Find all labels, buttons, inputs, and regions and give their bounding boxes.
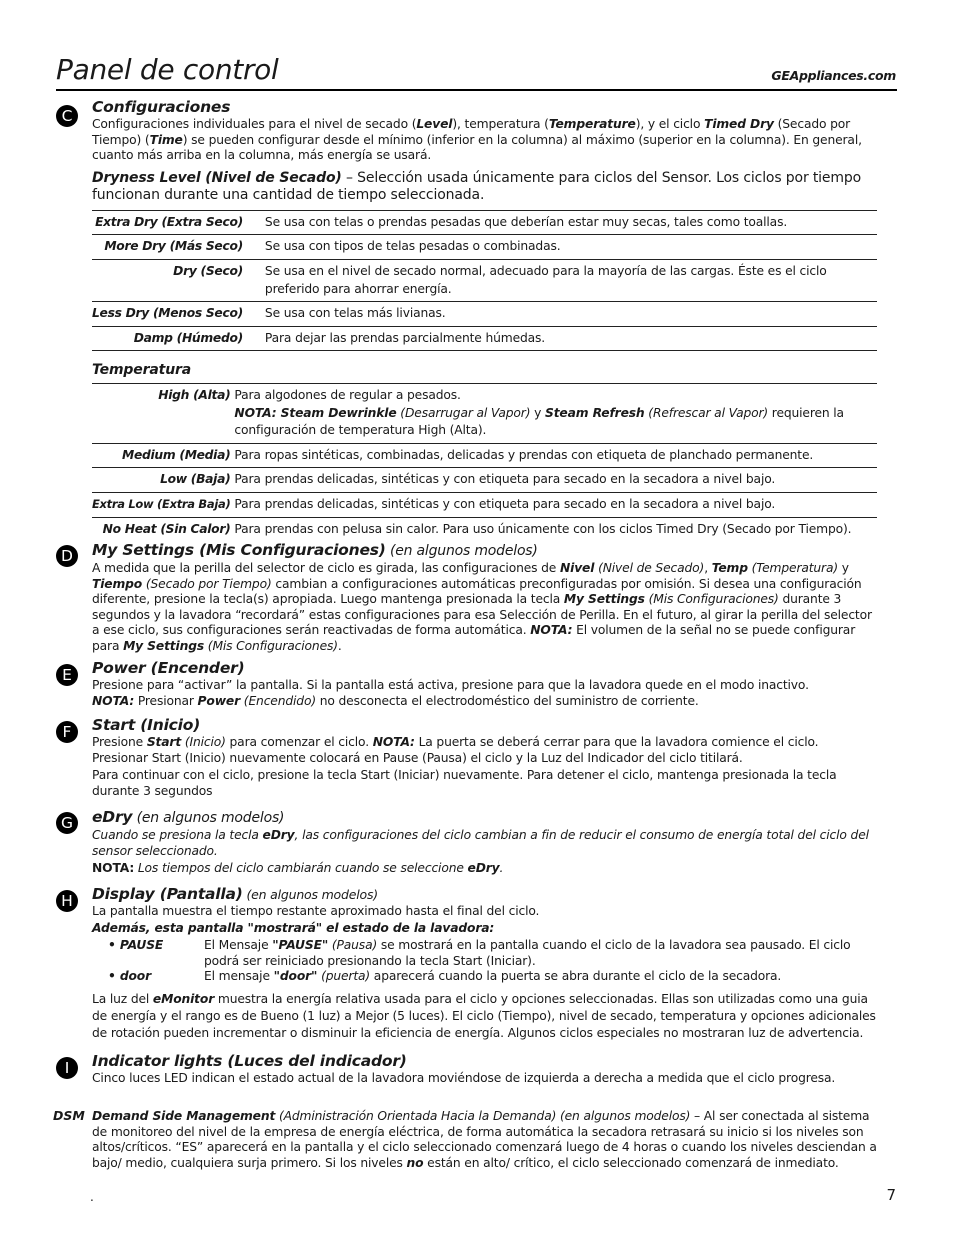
display-text: La pantalla muestra el tiempo restante aproximado hasta el final del ciclo.	[92, 904, 540, 918]
emonitor-text: La luz del eMonitor muestra la energía relativa usada para el ciclo y opciones seleccionadas. Ellas son utilizadas como una guia de energía y el rango es de Bueno (1 luz) a Mejor (5 luces). El ciclo (Tiempo), nivel de secado, temperatura y opciones adicionales de rotación pueden incrementar o disminuir la eficiencia de energía. Algunos ciclos especiales no mostraran luz de advertencia.	[92, 991, 876, 1040]
table-row: No Heat (Sin Calor) Para prendas con pelusa sin calor. Para uso únicamente con los ciclos Timed Dry (Secado por Tiempo).	[92, 517, 877, 541]
table-row: Extra Dry (Extra Seco) Se usa con telas o prendas pesadas que deberían estar muy secas, tales como toallas.	[92, 210, 877, 235]
section-title: Configuraciones	[92, 98, 231, 116]
table-row: Extra Low (Extra Baja) Para prendas delicadas, sintéticas y con etiqueta para secado en la secadora a nivel bajo.	[92, 492, 877, 517]
section-power	[92, 659, 877, 709]
edry-text: Cuando se presiona la tecla eDry, las configuraciones del ciclo cambian a fin de reducir el consumo de energía total del ciclo del sensor seleccionado.	[92, 828, 869, 858]
section-title: Display (Pantalla) (en algunos modelos)	[92, 885, 378, 903]
badge-f: F	[56, 721, 78, 743]
badge-e: E	[56, 664, 78, 686]
display-status-heading: Además, esta pantalla "mostrará" el estado de la lavadora:	[92, 920, 495, 935]
list-item: • PAUSE El Mensaje "PAUSE" (Pausa) se mostrará en la pantalla cuando el ciclo de la lavadora sea pausado. El ciclo podrá ser reiniciado presionando la tecla Start (Iniciar).	[108, 938, 851, 968]
section-title: Indicator lights (Luces del indicador)	[92, 1052, 407, 1070]
footer-dot: .	[90, 1190, 94, 1204]
table-row: Dry (Seco) Se usa en el nivel de secado normal, adecuado para la mayoría de las cargas. Éste es el ciclo preferido para ahorrar energía.	[92, 259, 877, 301]
temperature-table	[92, 383, 877, 541]
site-url: GEAppliances.com	[771, 68, 896, 83]
section-display	[92, 885, 877, 1042]
temperature-heading: Temperatura	[92, 362, 192, 379]
start-text-2: Para continuar con el ciclo, presione la tecla Start (Iniciar) nuevamente. Para detener el ciclo, mantenga presionada la tecla durante 3 segundos	[92, 768, 837, 798]
badge-d: D	[56, 545, 78, 567]
section-title: My Settings (Mis Configuraciones) (en algunos modelos)	[92, 541, 538, 559]
section-dsm	[92, 1109, 877, 1171]
table-row: More Dry (Más Seco) Se usa con tipos de telas pesadas o combinadas.	[92, 235, 877, 260]
start-text: Presione Start (Inicio) para comenzar el ciclo. NOTA: La puerta se deberá cerrar para que la lavadora comience el ciclo. Presionar Start (Inicio) nuevamente colocará en Pause (Pausa) el ciclo y la Luz del Indicador del ciclo titilará.	[92, 735, 819, 765]
section-edry	[92, 808, 877, 877]
page-number: 7	[886, 1186, 896, 1204]
badge-i: I	[56, 1057, 78, 1079]
dryness-table	[92, 210, 877, 352]
section-configuraciones	[92, 98, 877, 541]
section-title: Power (Encender)	[92, 659, 245, 677]
power-text: Presione para “activar” la pantalla. Si la pantalla está activa, presione para que la lavadora quede en el modo inactivo. NOTA: Presionar Power (Encendido) no desconecta el electrodoméstico del suministro de corriente.	[92, 678, 809, 708]
section-title: Start (Inicio)	[92, 716, 201, 734]
table-row: Low (Baja) Para prendas delicadas, sintéticas y con etiqueta para secado en la secadora a nivel bajo.	[92, 468, 877, 493]
table-row: Medium (Media) Para ropas sintéticas, combinadas, delicadas y prendas con etiqueta de planchado permanente.	[92, 443, 877, 468]
dryness-intro: Dryness Level (Nivel de Secado) – Selección usada únicamente para ciclos del Sensor. Los ciclos por tiempo funcionan durante una cantidad de tiempo seleccionada.	[92, 169, 862, 203]
indicator-text: Cinco luces LED indican el estado actual de la lavadora moviéndose de izquierda a derecha a medida que el ciclo progresa.	[92, 1071, 836, 1085]
section-start	[92, 716, 877, 799]
header-rule	[56, 89, 897, 91]
section-title: eDry (en algunos modelos)	[92, 808, 285, 826]
list-item: • door El mensaje "door" (puerta) aparecerá cuando la puerta se abra durante el ciclo de la secadora.	[108, 969, 782, 984]
table-row: Damp (Húmedo) Para dejar las prendas parcialmente húmedas.	[92, 326, 877, 351]
badge-g: G	[56, 812, 78, 834]
section-my-settings	[92, 541, 877, 655]
table-row: High (Alta) Para algodones de regular a pesados. NOTA: Steam Dewrinkle (Desarrugar al Vapor) y Steam Refresh (Refrescar al Vapor) requieren la configuración de temperatura High (Alta).	[92, 383, 877, 443]
badge-h: H	[56, 890, 78, 912]
edry-note: NOTA: Los tiempos del ciclo cambiarán cuando se seleccione eDry.	[92, 861, 504, 876]
page-title: Panel de control	[56, 53, 279, 86]
badge-dsm: DSM	[53, 1108, 85, 1123]
badge-c: C	[56, 105, 78, 127]
table-row: Less Dry (Menos Seco) Se usa con telas más livianas.	[92, 302, 877, 327]
section-indicator-lights	[92, 1052, 877, 1087]
my-settings-text: A medida que la perilla del selector de ciclo es girada, las configuraciones de Nivel (Nivel de Secado), Temp (Temperatura) y Tiempo (Secado por Tiempo) cambian a configuraciones automáticas preconfiguradas por omisión. Si desea una configuración diferente, presione la tecla(s) apropiada. Luego mantenga presionada la tecla My Settings (Mis Configuraciones) durante 3 segundos y la lavadora “recordará” estas configuraciones para esa Selección de Perilla. En el futuro, al girar la perilla del selector a ese ciclo, sus configuraciones serán reactivadas de forma automática. NOTA: El volumen de la señal no se puede configurar para My Settings (Mis Configuraciones).	[92, 561, 872, 653]
dsm-text: Demand Side Management (Administración Orientada Hacia la Demanda) (en algunos modelos) – Al ser conectada al sistema de monitoreo del nivel de la empresa de energía eléctrica, de forma automática la secadora retrasará su inicio si los niveles son altos/críticos. “ES” aparecerá en la pantalla y el ciclo seleccionado comenzará luego de 4 horas o cuando los niveles desciendan a bajo/ medio, cualquiera surja primero. Si los niveles no están en alto/ crítico, el ciclo seleccionado comenzará de inmediato.	[92, 1109, 877, 1170]
config-intro: Configuraciones individuales para el nivel de secado (Level), temperatura (Temperature), y el ciclo Timed Dry (Secado por Tiempo) (Time) se pueden configurar desde el mínimo (inferior en la columna) al máximo (superior en la columna). En general, cuanto más arriba en la columna, más energía se usará.	[92, 117, 862, 163]
